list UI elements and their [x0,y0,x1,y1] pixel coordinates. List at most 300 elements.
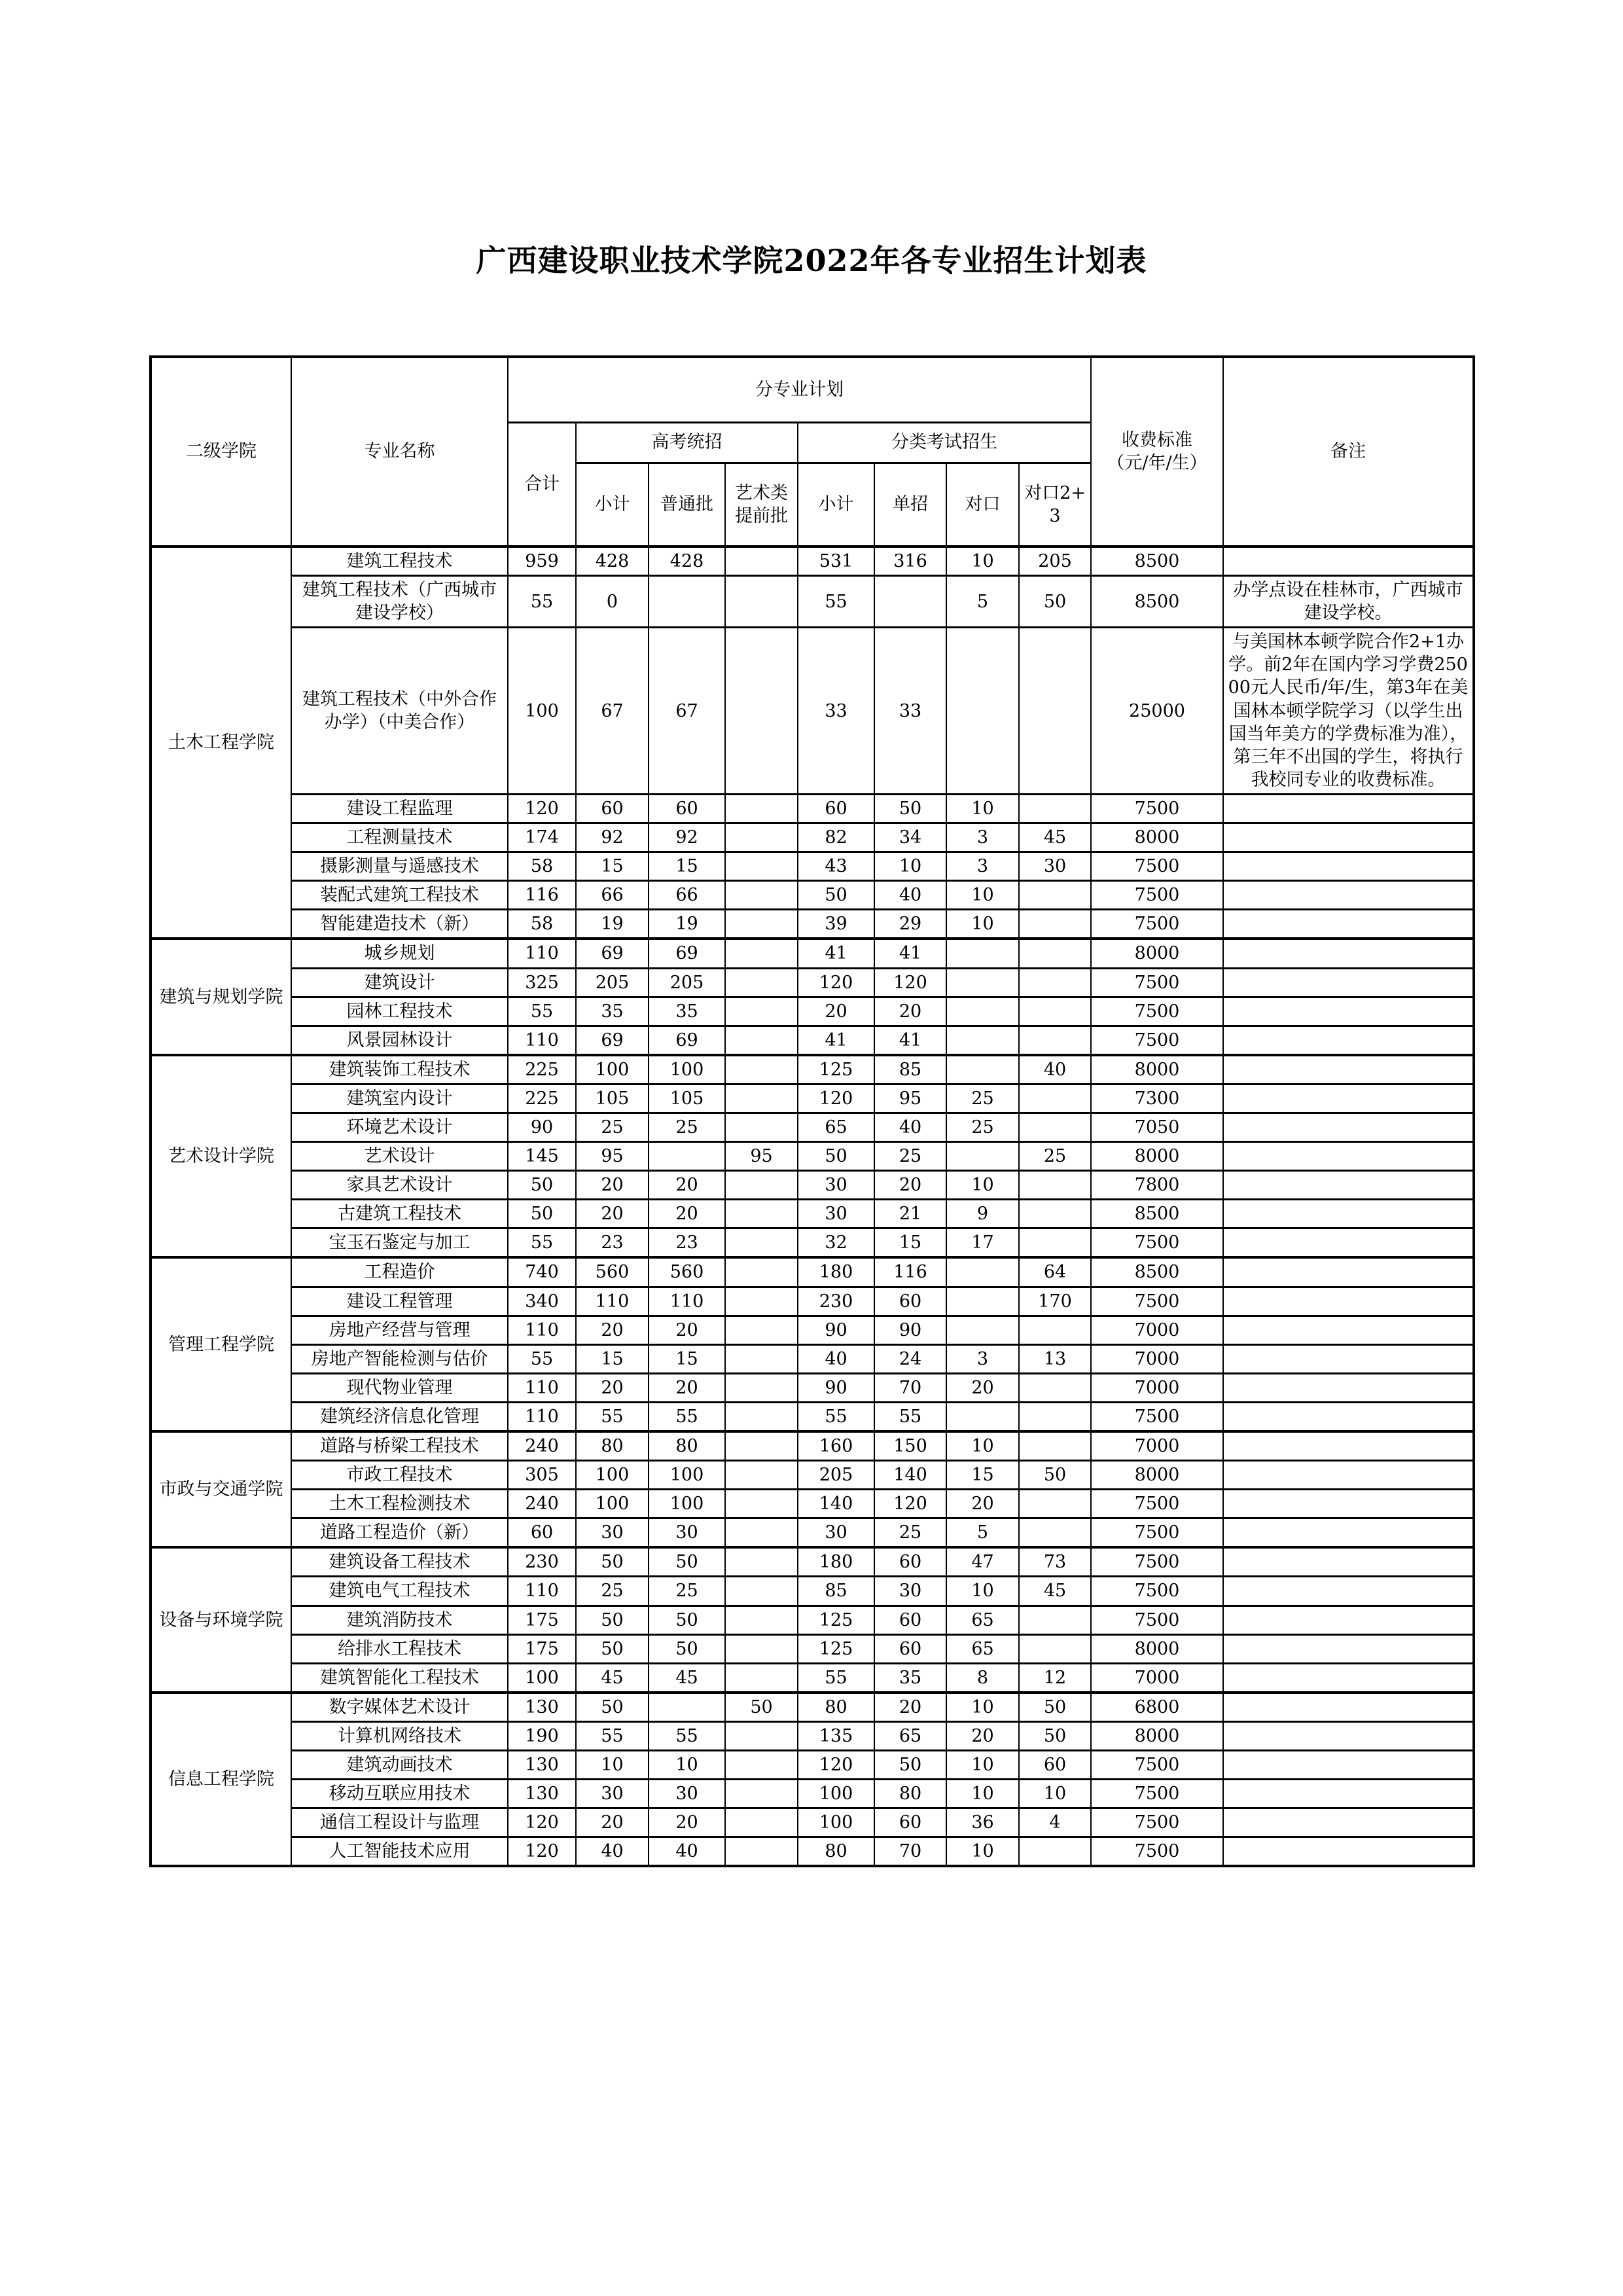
major-name-cell: 艺术设计 [291,1142,508,1171]
plan-value-cell: 20 [874,1693,946,1722]
plan-value-cell: 60 [874,1634,946,1663]
plan-value-cell: 305 [508,1461,576,1490]
plan-value-cell [1019,1316,1091,1344]
plan-value-cell: 55 [508,576,576,628]
major-name-cell: 工程测量技术 [291,823,508,852]
plan-value-cell [725,881,798,910]
major-name-cell: 建筑工程技术（中外合作办学）（中美合作） [291,628,508,795]
plan-value-cell: 25 [649,1577,725,1605]
plan-value-cell: 190 [508,1721,576,1750]
plan-value-cell: 41 [798,1026,874,1055]
plan-value-cell: 20 [576,1200,649,1229]
plan-value-cell: 92 [649,823,725,852]
plan-value-cell: 70 [874,1373,946,1402]
plan-value-cell: 50 [576,1605,649,1634]
plan-value-cell: 135 [798,1721,874,1750]
table-row [151,1693,1474,1722]
plan-value-cell: 50 [798,1142,874,1171]
plan-value-cell: 95 [725,1142,798,1171]
remark-cell [1223,1142,1474,1171]
plan-value-cell: 120 [798,1751,874,1780]
fee-cell: 8000 [1091,1461,1223,1490]
plan-value-cell [725,1287,798,1316]
plan-value-cell: 110 [508,1026,576,1055]
plan-value-cell: 100 [798,1780,874,1808]
plan-value-cell: 41 [874,939,946,968]
plan-value-cell: 20 [576,1171,649,1200]
plan-value-cell: 60 [798,794,874,823]
header-classified-group: 分类考试招生 [798,422,1091,463]
plan-value-cell: 80 [798,1693,874,1722]
fee-cell: 8500 [1091,1200,1223,1229]
plan-value-cell [1019,1605,1091,1634]
plan-value-cell: 64 [1019,1257,1091,1287]
plan-value-cell: 80 [576,1431,649,1461]
college-name-cell: 土木工程学院 [151,547,291,939]
plan-value-cell [725,1634,798,1663]
plan-value-cell: 560 [576,1257,649,1287]
plan-value-cell: 20 [946,1490,1019,1518]
plan-value-cell: 60 [874,1808,946,1837]
fee-cell: 7500 [1091,1518,1223,1548]
plan-value-cell [725,939,798,968]
plan-value-cell: 10 [946,547,1019,576]
fee-cell: 7500 [1091,1837,1223,1867]
table-row [151,1431,1474,1461]
plan-value-cell: 20 [798,997,874,1026]
plan-value-cell [1019,1490,1091,1518]
remark-cell [1223,881,1474,910]
plan-value-cell: 10 [946,1837,1019,1867]
plan-value-cell: 560 [649,1257,725,1287]
plan-value-cell: 34 [874,823,946,852]
plan-value-cell: 100 [649,1055,725,1085]
plan-value-cell [725,852,798,881]
remark-cell [1223,852,1474,881]
plan-value-cell: 20 [576,1808,649,1837]
remark-cell [1223,1200,1474,1229]
plan-value-cell: 30 [1019,852,1091,881]
remark-cell [1223,547,1474,576]
plan-value-cell: 70 [874,1837,946,1867]
fee-cell: 6800 [1091,1693,1223,1722]
plan-value-cell [874,576,946,628]
plan-value-cell [1019,1113,1091,1141]
remark-cell [1223,1026,1474,1055]
header-gaokao-group: 高考统招 [576,422,798,463]
table-row [151,1229,1474,1258]
plan-value-cell [725,1257,798,1287]
plan-value-cell: 205 [649,968,725,997]
plan-value-cell: 205 [576,968,649,997]
plan-value-cell: 45 [576,1663,649,1693]
plan-value-cell: 50 [576,1547,649,1577]
plan-value-cell [1019,1200,1091,1229]
plan-value-cell: 20 [874,997,946,1026]
plan-value-cell: 100 [649,1490,725,1518]
remark-cell [1223,910,1474,939]
plan-value-cell: 73 [1019,1547,1091,1577]
plan-value-cell [725,628,798,795]
major-name-cell: 建筑设备工程技术 [291,1547,508,1577]
plan-value-cell: 130 [508,1693,576,1722]
plan-value-cell: 50 [1019,576,1091,628]
plan-value-cell: 116 [508,881,576,910]
plan-value-cell [1019,1518,1091,1548]
table-row [151,1808,1474,1837]
plan-value-cell: 55 [649,1721,725,1750]
plan-value-cell: 80 [649,1431,725,1461]
plan-value-cell: 110 [508,939,576,968]
plan-value-cell [725,968,798,997]
table-row [151,939,1474,968]
remark-cell [1223,1634,1474,1663]
plan-value-cell: 130 [508,1751,576,1780]
table-row [151,1634,1474,1663]
remark-cell [1223,1490,1474,1518]
plan-value-cell [725,1605,798,1634]
plan-value-cell [1019,997,1091,1026]
plan-value-cell: 35 [576,997,649,1026]
remark-cell: 与美国林本顿学院合作2+1办学。前2年在国内学习学费25000元人民币/年/生，第3年在美国林本顿学院学习（以学生出国当年美方的学费标准为准），第三年不出国的学生，将执行我校同专业的收费标准。 [1223,628,1474,795]
major-name-cell: 给排水工程技术 [291,1634,508,1663]
plan-value-cell: 40 [1019,1055,1091,1085]
plan-value-cell: 10 [946,1431,1019,1461]
fee-cell: 8000 [1091,1721,1223,1750]
plan-value-cell: 55 [576,1402,649,1431]
plan-value-cell [1019,910,1091,939]
table-row [151,1721,1474,1750]
plan-value-cell: 100 [649,1461,725,1490]
remark-cell [1223,968,1474,997]
table-row [151,1490,1474,1518]
plan-value-cell [725,547,798,576]
plan-value-cell [1019,1402,1091,1431]
plan-value-cell: 90 [798,1373,874,1402]
plan-value-cell [649,1142,725,1171]
major-name-cell: 移动互联应用技术 [291,1780,508,1808]
plan-value-cell: 60 [508,1518,576,1548]
plan-value-cell: 100 [508,1663,576,1693]
plan-value-cell: 740 [508,1257,576,1287]
plan-value-cell: 30 [798,1171,874,1200]
plan-value-cell: 29 [874,910,946,939]
major-name-cell: 人工智能技术应用 [291,1837,508,1867]
plan-value-cell [1019,628,1091,795]
plan-value-cell [946,1316,1019,1344]
plan-value-cell: 10 [946,1171,1019,1200]
plan-value-cell: 21 [874,1200,946,1229]
plan-value-cell: 170 [1019,1287,1091,1316]
plan-value-cell [725,823,798,852]
plan-value-cell [725,1113,798,1141]
plan-value-cell: 33 [874,628,946,795]
table-row [151,1113,1474,1141]
plan-value-cell: 30 [649,1518,725,1548]
plan-value-cell: 58 [508,910,576,939]
plan-value-cell: 40 [874,1113,946,1141]
plan-value-cell: 69 [576,1026,649,1055]
major-name-cell: 风景园林设计 [291,1026,508,1055]
fee-cell: 7500 [1091,1490,1223,1518]
plan-value-cell: 428 [576,547,649,576]
plan-value-cell: 230 [798,1287,874,1316]
remark-cell [1223,1373,1474,1402]
plan-value-cell: 120 [508,1808,576,1837]
plan-value-cell [946,1055,1019,1085]
header-fee-line2: （元/年/生） [1107,453,1207,473]
table-row [151,968,1474,997]
plan-value-cell: 100 [508,628,576,795]
plan-value-cell [946,1402,1019,1431]
major-name-cell: 建筑设计 [291,968,508,997]
plan-value-cell: 40 [649,1837,725,1867]
plan-value-cell: 30 [874,1577,946,1605]
fee-cell: 8000 [1091,1634,1223,1663]
plan-value-cell [725,1490,798,1518]
plan-value-cell: 80 [798,1837,874,1867]
plan-value-cell: 20 [946,1721,1019,1750]
plan-value-cell: 120 [874,1490,946,1518]
remark-cell [1223,1402,1474,1431]
remark-cell: 办学点设在桂林市，广西城市建设学校。 [1223,576,1474,628]
plan-value-cell: 10 [946,1693,1019,1722]
plan-value-cell: 32 [798,1229,874,1258]
table-row [151,1142,1474,1171]
table-row [151,1402,1474,1431]
major-name-cell: 通信工程设计与监理 [291,1808,508,1837]
plan-value-cell: 12 [1019,1663,1091,1693]
plan-value-cell: 69 [649,939,725,968]
fee-cell: 8000 [1091,823,1223,852]
plan-value-cell [1019,794,1091,823]
plan-value-cell: 8 [946,1663,1019,1693]
plan-value-cell [649,576,725,628]
plan-value-cell: 35 [874,1663,946,1693]
plan-value-cell: 55 [508,997,576,1026]
plan-value-cell [946,1287,1019,1316]
plan-value-cell: 240 [508,1431,576,1461]
table-row [151,1751,1474,1780]
plan-value-cell [725,1200,798,1229]
page-title: 广西建设职业技术学院2022年各专业招生计划表 [476,243,1147,278]
remark-cell [1223,1287,1474,1316]
plan-value-cell: 20 [576,1373,649,1402]
plan-value-cell [946,1142,1019,1171]
table-row [151,823,1474,852]
plan-value-cell: 41 [874,1026,946,1055]
plan-value-cell: 120 [874,968,946,997]
college-name-cell: 管理工程学院 [151,1257,291,1431]
plan-value-cell [1019,939,1091,968]
remark-cell [1223,1229,1474,1258]
plan-value-cell: 40 [576,1837,649,1867]
fee-cell: 7500 [1091,794,1223,823]
plan-value-cell: 55 [798,576,874,628]
plan-value-cell: 10 [1019,1780,1091,1808]
header-classified-duikou23: 对口2+3 [1019,463,1091,547]
plan-value-cell: 50 [508,1171,576,1200]
plan-value-cell: 40 [874,881,946,910]
plan-value-cell: 69 [576,939,649,968]
table-row [151,1316,1474,1344]
plan-value-cell [725,997,798,1026]
major-name-cell: 建筑智能化工程技术 [291,1663,508,1693]
plan-value-cell: 13 [1019,1344,1091,1373]
fee-cell: 7500 [1091,1751,1223,1780]
plan-value-cell: 140 [874,1461,946,1490]
remark-cell [1223,1721,1474,1750]
table-row [151,1837,1474,1867]
fee-cell: 7500 [1091,1780,1223,1808]
plan-value-cell: 33 [798,628,874,795]
fee-cell: 7000 [1091,1431,1223,1461]
plan-value-cell [725,1577,798,1605]
header-college: 二级学院 [151,357,291,547]
plan-value-cell: 15 [576,1344,649,1373]
plan-value-cell: 90 [874,1316,946,1344]
major-name-cell: 建筑室内设计 [291,1084,508,1113]
remark-cell [1223,1461,1474,1490]
plan-value-cell [725,794,798,823]
plan-value-cell [725,1402,798,1431]
major-name-cell: 环境艺术设计 [291,1113,508,1141]
header-gaokao-regular: 普通批 [649,463,725,547]
plan-value-cell: 67 [576,628,649,795]
plan-value-cell: 160 [798,1431,874,1461]
remark-cell [1223,1751,1474,1780]
remark-cell [1223,1257,1474,1287]
plan-value-cell: 15 [649,852,725,881]
fee-cell: 7500 [1091,881,1223,910]
plan-value-cell: 66 [576,881,649,910]
plan-value-cell [725,1518,798,1548]
plan-value-cell [725,1547,798,1577]
fee-cell: 7000 [1091,1344,1223,1373]
plan-value-cell: 110 [649,1287,725,1316]
plan-value-cell: 120 [508,794,576,823]
table-row [151,1344,1474,1373]
college-name-cell: 信息工程学院 [151,1693,291,1867]
plan-value-cell: 10 [649,1751,725,1780]
major-name-cell: 工程造价 [291,1257,508,1287]
plan-value-cell: 100 [798,1808,874,1837]
plan-value-cell: 17 [946,1229,1019,1258]
plan-value-cell [946,968,1019,997]
header-row-1 [151,357,1474,422]
major-name-cell: 建筑工程技术（广西城市建设学校） [291,576,508,628]
plan-value-cell: 30 [798,1200,874,1229]
fee-cell: 8500 [1091,547,1223,576]
fee-cell: 7500 [1091,910,1223,939]
plan-value-cell: 60 [649,794,725,823]
college-name-cell: 建筑与规划学院 [151,939,291,1054]
fee-cell: 7500 [1091,1808,1223,1837]
fee-cell: 7000 [1091,1373,1223,1402]
fee-cell: 7500 [1091,997,1223,1026]
plan-value-cell: 25 [576,1577,649,1605]
plan-value-cell: 15 [874,1229,946,1258]
plan-value-cell: 531 [798,547,874,576]
plan-value-cell: 50 [508,1200,576,1229]
plan-value-cell [1019,968,1091,997]
plan-value-cell: 959 [508,547,576,576]
plan-value-cell: 110 [576,1287,649,1316]
major-name-cell: 建筑工程技术 [291,547,508,576]
plan-value-cell: 4 [1019,1808,1091,1837]
plan-value-cell: 25 [1019,1142,1091,1171]
major-name-cell: 家具艺术设计 [291,1171,508,1200]
plan-value-cell: 45 [649,1663,725,1693]
plan-value-cell: 95 [874,1084,946,1113]
plan-value-cell [1019,1229,1091,1258]
plan-value-cell: 105 [576,1084,649,1113]
header-classified-duikou: 对口 [946,463,1019,547]
plan-value-cell: 50 [1019,1721,1091,1750]
plan-value-cell: 90 [508,1113,576,1141]
plan-value-cell [725,1751,798,1780]
plan-value-cell [725,1721,798,1750]
major-name-cell: 古建筑工程技术 [291,1200,508,1229]
major-name-cell: 道路与桥梁工程技术 [291,1431,508,1461]
table-row [151,576,1474,628]
plan-value-cell: 120 [798,1084,874,1113]
plan-value-cell: 100 [576,1461,649,1490]
remark-cell [1223,1605,1474,1634]
table-row [151,1518,1474,1548]
plan-value-cell: 428 [649,547,725,576]
table-row [151,881,1474,910]
plan-value-cell: 60 [874,1287,946,1316]
major-name-cell: 现代物业管理 [291,1373,508,1402]
major-name-cell: 城乡规划 [291,939,508,968]
major-name-cell: 摄影测量与遥感技术 [291,852,508,881]
plan-value-cell: 60 [874,1605,946,1634]
plan-value-cell [1019,1373,1091,1402]
plan-value-cell: 30 [576,1780,649,1808]
plan-value-cell [725,1055,798,1085]
plan-value-cell: 30 [649,1780,725,1808]
header-gaokao-subtotal: 小计 [576,463,649,547]
plan-value-cell: 50 [1019,1461,1091,1490]
plan-value-cell: 39 [798,910,874,939]
plan-value-cell: 316 [874,547,946,576]
header-classified-single: 单招 [874,463,946,547]
plan-value-cell: 225 [508,1084,576,1113]
plan-value-cell: 180 [798,1547,874,1577]
plan-value-cell: 43 [798,852,874,881]
plan-value-cell: 65 [874,1721,946,1750]
plan-value-cell: 5 [946,1518,1019,1548]
major-name-cell: 建筑经济信息化管理 [291,1402,508,1431]
plan-value-cell [725,576,798,628]
plan-value-cell: 50 [798,881,874,910]
plan-value-cell: 20 [649,1171,725,1200]
plan-value-cell: 225 [508,1055,576,1085]
header-major: 专业名称 [291,357,508,547]
table-row [151,1373,1474,1402]
table-row [151,547,1474,576]
plan-value-cell: 230 [508,1547,576,1577]
plan-value-cell: 9 [946,1200,1019,1229]
table-row [151,1200,1474,1229]
table-row [151,1547,1474,1577]
plan-value-cell: 5 [946,576,1019,628]
plan-value-cell: 50 [649,1547,725,1577]
plan-value-cell: 110 [508,1373,576,1402]
plan-value-cell: 50 [874,1751,946,1780]
plan-value-cell: 65 [946,1605,1019,1634]
